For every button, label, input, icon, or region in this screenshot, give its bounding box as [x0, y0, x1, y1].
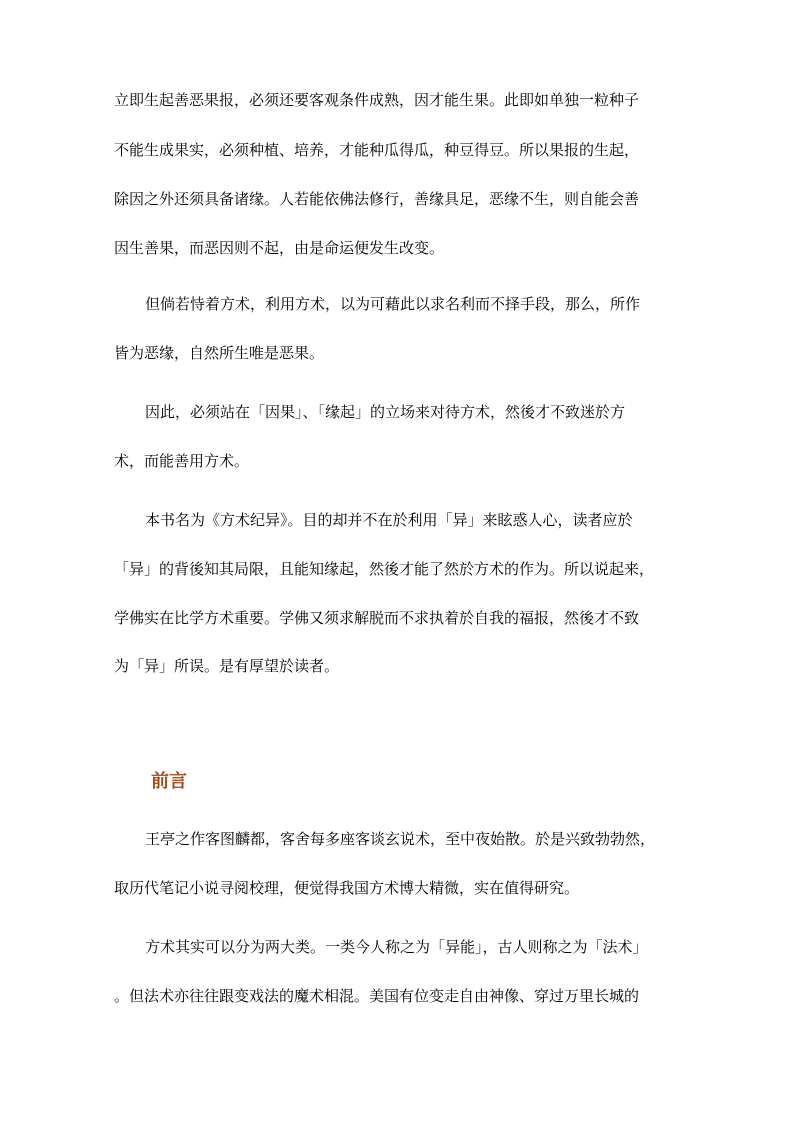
text-line: 。但法术亦往往跟变戏法的魔术相混。美国有位变走自由神像、穿过万里长城的 — [114, 987, 640, 1005]
text-line: 因生善果，而恶因则不起，由是命运便发生改变。 — [114, 239, 445, 257]
text-line: 因此，必须站在「因果」、「缘起」的立场来对待方术，然後才不致迷於方 — [145, 403, 626, 421]
text-line: 「异」的背後知其局限，且能知缘起，然後才能了然於方术的作为。所以说起来， — [114, 560, 655, 578]
text-line: 本书名为《方术纪异》。目的却并不在於利用「异」来眩惑人心，读者应於 — [145, 511, 633, 529]
text-line: 学佛实在比学方术重要。学佛又须求解脱而不求执着於自我的福报，然後才不致 — [114, 609, 640, 627]
text-line: 除因之外还须具备诸缘。人若能依佛法修行，善缘具足，恶缘不生，则自能会善 — [114, 190, 640, 208]
text-line: 立即生起善恶果报，必须还要客观条件成熟，因才能生果。此即如单独一粒种子 — [114, 91, 640, 109]
text-line: 但倘若恃着方术，利用方术，以为可藉此以求名利而不择手段，那么，所作 — [145, 295, 641, 313]
text-line: 王亭之作客图麟都，客舍每多座客谈玄说术，至中夜始散。於是兴致勃勃然， — [145, 830, 656, 848]
section-heading: 前言 — [151, 771, 187, 792]
text-line: 为「异」所误。是有厚望於读者。 — [114, 657, 340, 675]
text-line: 皆为恶缘，自然所生唯是恶果。 — [114, 344, 325, 362]
text-line: 术，而能善用方术。 — [114, 452, 250, 470]
text-line: 不能生成果实，必须种植、培养，才能种瓜得瓜，种豆得豆。所以果报的生起， — [114, 141, 640, 159]
text-line: 取历代笔记小说寻阅校理，便觉得我国方术博大精微，实在值得研究。 — [114, 879, 580, 897]
text-line: 方术其实可以分为两大类。一类今人称之为「异能」，古人则称之为「法术」 — [145, 938, 648, 956]
